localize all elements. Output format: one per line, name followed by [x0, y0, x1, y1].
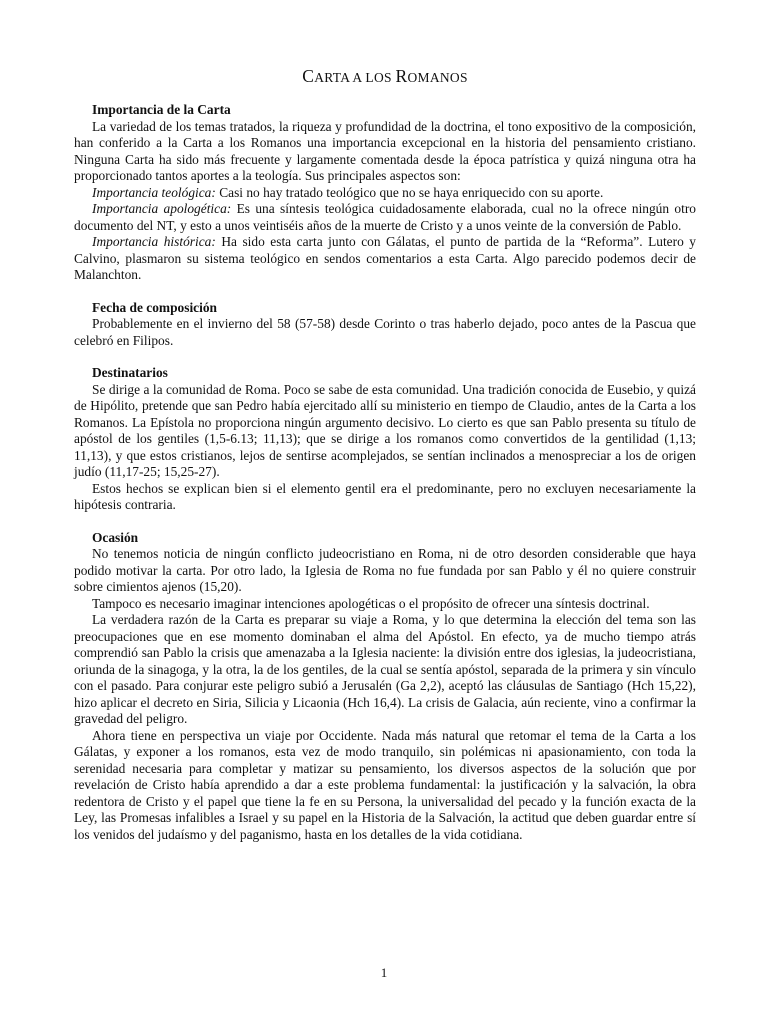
section-heading: Importancia de la Carta: [92, 102, 231, 117]
paragraph: Tampoco es necesario imaginar intenciones apologéticas o el propósito de ofrecer una síntesis doctrinal.: [92, 595, 650, 611]
paragraph: La variedad de los temas tratados, la riqueza y profundidad de la doctrina, el tono expositivo de la composición, han conferido a la Carta a los Romanos una importancia excepcional en la historia del pensamiento cristiano. Ninguna Carta ha sido más frecuente y largamente comentada desde la época patrística y quizá ninguna otra ha proporcionado tantos aportes a la teología. Sus principales aspectos son:: [74, 118, 696, 183]
title-smallcaps-1: ARTA A LOS: [314, 70, 396, 85]
paragraph-lead: Importancia apologética:: [92, 201, 232, 216]
paragraph: [74, 201, 696, 234]
paragraph-text: Ha sido esta carta junto con Gálatas, el punto de partida de la “Reforma”. Lutero y Calvino, plasmaron su sistema teológico en sendos comentarios a esta Carta. Algo parecido podemos decir de Malanchton.: [74, 234, 696, 282]
section-heading: Ocasión: [92, 529, 139, 545]
paragraph-text: Es una síntesis teológica cuidadosamente elaborada, cual no la ofrece ningún otro documento del NT, y esto a unos veintiséis años de la muerte de Cristo y a unos veinte de la conversión de Pablo.: [74, 201, 697, 233]
paragraph: La verdadera razón de la Carta es preparar su viaje a Roma, y lo que determina la elección del tema son las preocupaciones que en ese momento dominaban el alma del Apóstol. En efecto, ya de mucho tiempo atrás comprendió san Pablo la crisis que amenazaba a la Iglesia naciente: la división entre dos iglesias, la judeocristiana, oriunda de la sinagoga, y la otra, la de los gentiles, de la cual se sentía apóstol, separada de la primera y sin vínculo con el pasado. Para conjurar este peligro subió a Jerusalén (Ga 2,2), aceptó las cláusulas de Santiago (Hch 15,22), hizo aplicar el decreto en Siria, Silicia y Licaonia (Hch 16,4). La crisis de Galacia, aún reciente, vino a confirmar la gravedad del peligro.: [74, 612, 696, 726]
paragraph: Estos hechos se explican bien si el elemento gentil era el predominante, pero no excluyen necesariamente la hipótesis contraria.: [74, 480, 696, 512]
paragraph: No tenemos noticia de ningún conflicto judeocristiano en Roma, ni de otro desorden considerable que haya podido motivar la carta. Por otro lado, la Iglesia de Roma no fue fundada por san Pablo y él no quiere construir sobre cimientos ajenos (15,20).: [74, 546, 696, 594]
title-initial-c: C: [302, 66, 315, 86]
section-heading: Fecha de composición: [92, 299, 217, 315]
title-smallcaps-2: OMANOS: [407, 70, 468, 85]
paragraph: Probablemente en el invierno del 58 (57-58) desde Corinto o tras haberlo dejado, poco antes de la Pascua que celebró en Filipos.: [74, 316, 696, 348]
paragraph: Ahora tiene en perspectiva un viaje por Occidente. Nada más natural que retomar el tema de la Carta a los Gálatas, y exponer a los romanos, esta vez de modo tranquilo, sin polémicas ni apasionamiento, con toda la serenidad necesaria para completar y matizar su pensamiento, los diversos aspectos de la solución que por revelación de Cristo había aprendido a dar a este problema fundamental: la justificación y la salvación, la obra redentora de Cristo y el papel que tiene la fe en su Persona, la universalidad del pecado y la función exacta de la Ley, las Promesas infalibles a Israel y su papel en la Historia de la Salvación, la actitud que deben guardar entre sí los venidos del judaísmo y del paganismo, hasta en los detalles de la vida cotidiana.: [74, 727, 696, 842]
paragraph-lead: Importancia histórica:: [92, 234, 216, 249]
paragraph: [74, 234, 696, 284]
document-page: [74, 66, 696, 843]
section-heading: Destinatarios: [92, 365, 168, 380]
paragraph-text: Casi no hay tratado teológico que no se haya enriquecido con su aporte.: [215, 184, 604, 200]
paragraph: Se dirige a la comunidad de Roma. Poco se sabe de esta comunidad. Una tradición conocida de Eusebio, y quizá de Hipólito, pretende que san Pedro había ejercitado allí su ministerio en tiempo de Claudio, antes de la Carta a los Romanos. La Epístola no proporciona ningún argumento decisivo. Lo cierto es que san Pablo presenta su título de apóstol de los gentiles (1,5-6.13; 11,13); que se dirige a los romanos como convertidos de la gentilidad (1,13; 11,13), y que estos cristianos, lejos de sentirse acomplejados, se sentían inclinados a menospreciar a los de origen judío (11,17-25; 15,25-27).: [74, 381, 696, 479]
paragraph: [74, 185, 696, 202]
title-initial-r: R: [395, 66, 408, 86]
paragraph-lead: Importancia teológica:: [92, 184, 216, 200]
page-number: 1: [380, 965, 388, 980]
document-title: [74, 66, 696, 88]
